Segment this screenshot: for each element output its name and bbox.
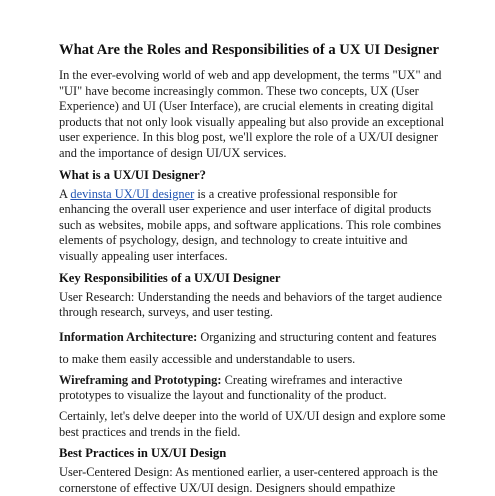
intro-paragraph: In the ever-evolving world of web and app development, the terms "UX" and "UI" have become increasingly common. These two concepts, UX (User Experience) and UI (User Interface), are crucial elements in creating digital products that not only look visually appealing but also provide an exceptional user experience. In this blog post, we'll explore the role of a UX/UI designer and the importance of design UI/UX services.	[59, 68, 445, 160]
what-is-paragraph	[59, 187, 449, 265]
information-architecture-label: Information Architecture:	[59, 329, 198, 344]
section-heading-what-is: What is a UX/UI Designer?	[59, 167, 206, 182]
wireframing-paragraph	[59, 373, 449, 404]
what-is-prefix: A	[59, 186, 71, 201]
user-research-paragraph: User Research: Understanding the needs and behaviors of the target audience through research, surveys, and user testing.	[59, 289, 443, 320]
information-architecture-paragraph	[59, 326, 449, 370]
section-heading-responsibilities: Key Responsibilities of a UX/UI Designer	[59, 270, 281, 285]
user-centered-paragraph: User-Centered Design: As mentioned earlier, a user-centered approach is the cornerstone of effective UX/UI design. Designers should empathize	[59, 465, 438, 495]
transition-paragraph: Certainly, let's delve deeper into the world of UX/UI design and explore some best practices and trends in the field.	[59, 408, 446, 439]
devinsta-designer-link[interactable]: devinsta UX/UI designer	[70, 186, 195, 201]
what-is-body: is a creative professional responsible for enhancing the overall user experience and user interface of digital products such as websites, mobile apps, and software applications. This role combines elements of psychology, design, and technology to create intuitive and visually appealing user interfaces.	[59, 186, 442, 263]
article-title: What Are the Roles and Responsibilities of a UX UI Designer	[59, 42, 439, 58]
wireframing-label: Wireframing and Prototyping:	[59, 372, 222, 387]
wireframing-text: Creating wireframes and interactive prototypes to visualize the layout and functionality of the product.	[59, 372, 403, 403]
section-heading-best-practices: Best Practices in UX/UI Design	[59, 446, 227, 461]
information-architecture-text: Organizing and structuring content and features to make them easily accessible and understandable to users.	[59, 329, 437, 366]
